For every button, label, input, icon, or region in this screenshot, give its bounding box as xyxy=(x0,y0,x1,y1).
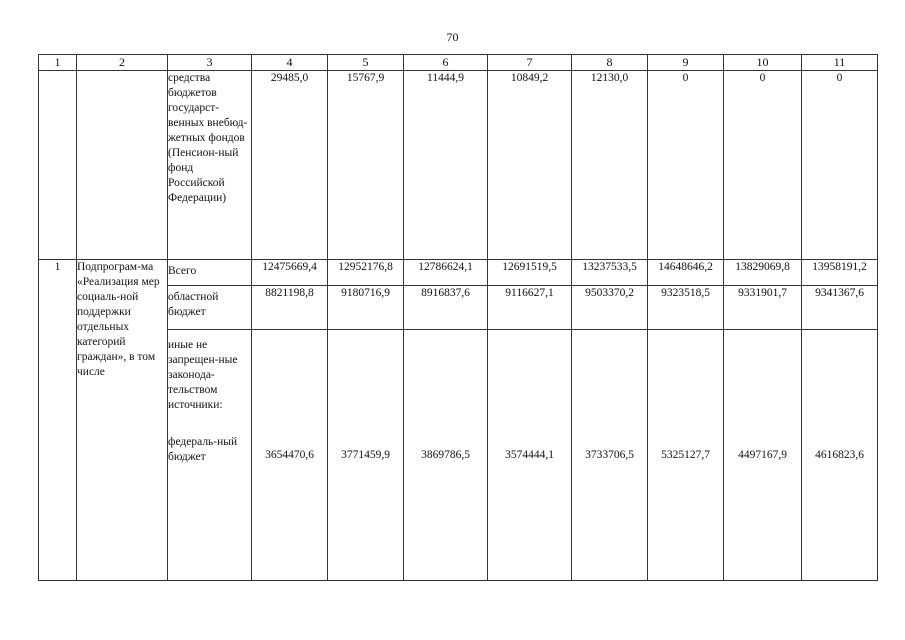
value-cell: 4616823,6 xyxy=(802,330,878,581)
value-cell: 5325127,7 xyxy=(648,330,724,581)
value-cell: 3733706,5 xyxy=(572,330,648,581)
header-cell: 8 xyxy=(572,55,648,71)
funding-source-cell: областной бюджет xyxy=(168,286,252,330)
value-cell: 13829069,8 xyxy=(724,260,802,286)
page-number: 70 xyxy=(446,30,459,44)
value-cell: 10849,2 xyxy=(488,71,572,260)
value-cell: 9341367,6 xyxy=(802,286,878,330)
header-cell: 1 xyxy=(39,55,77,71)
other-sources-label: иные не запрещен-ные законода-тельством источники: xyxy=(168,339,238,411)
subprogram-name-cell xyxy=(77,71,168,260)
row-number-cell: 1 xyxy=(39,260,77,581)
table-row-pension-fund xyxy=(39,71,878,260)
value-cell: 29485,0 xyxy=(252,71,328,260)
value-cell: 14648646,2 xyxy=(648,260,724,286)
funding-source-cell: средства бюджетов государст-венных внебюд-жетных фондов (Пенсион-ный фонд Российской Федерации) xyxy=(168,71,252,260)
row-number-cell xyxy=(39,71,77,260)
value-cell: 9180716,9 xyxy=(328,286,404,330)
value-cell: 3869786,5 xyxy=(404,330,488,581)
budget-table xyxy=(38,54,878,581)
value-cell: 11444,9 xyxy=(404,71,488,260)
header-cell: 3 xyxy=(168,55,252,71)
value-cell: 3771459,9 xyxy=(328,330,404,581)
value-cell: 13958191,2 xyxy=(802,260,878,286)
header-cell: 10 xyxy=(724,55,802,71)
funding-source-cell xyxy=(168,330,252,581)
value-cell: 12130,0 xyxy=(572,71,648,260)
value-cell: 3574444,1 xyxy=(488,330,572,581)
value-cell: 12786624,1 xyxy=(404,260,488,286)
value-cell: 3654470,6 xyxy=(252,330,328,581)
federal-budget-label: федераль-ный бюджет xyxy=(168,436,238,463)
value-cell: 12475669,4 xyxy=(252,260,328,286)
funding-source-cell: Всего xyxy=(168,260,252,286)
value-cell: 9503370,2 xyxy=(572,286,648,330)
header-cell: 5 xyxy=(328,55,404,71)
value-cell: 4497167,9 xyxy=(724,330,802,581)
value-cell: 9331901,7 xyxy=(724,286,802,330)
header-cell: 7 xyxy=(488,55,572,71)
table-row-total xyxy=(39,260,878,286)
header-cell: 11 xyxy=(802,55,878,71)
header-row xyxy=(39,55,878,71)
value-cell: 15767,9 xyxy=(328,71,404,260)
value-cell: 9116627,1 xyxy=(488,286,572,330)
value-cell: 0 xyxy=(724,71,802,260)
value-cell: 12691519,5 xyxy=(488,260,572,286)
value-cell: 8916837,6 xyxy=(404,286,488,330)
subprogram-name-cell: Подпрограм-ма «Реализация мер социаль-ной поддержки отдельных категорий граждан», в том числе xyxy=(77,260,168,581)
header-cell: 6 xyxy=(404,55,488,71)
value-cell: 12952176,8 xyxy=(328,260,404,286)
header-cell: 2 xyxy=(77,55,168,71)
value-cell: 13237533,5 xyxy=(572,260,648,286)
value-cell: 9323518,5 xyxy=(648,286,724,330)
value-cell: 0 xyxy=(648,71,724,260)
value-cell: 8821198,8 xyxy=(252,286,328,330)
header-cell: 9 xyxy=(648,55,724,71)
header-cell: 4 xyxy=(252,55,328,71)
value-cell: 0 xyxy=(802,71,878,260)
